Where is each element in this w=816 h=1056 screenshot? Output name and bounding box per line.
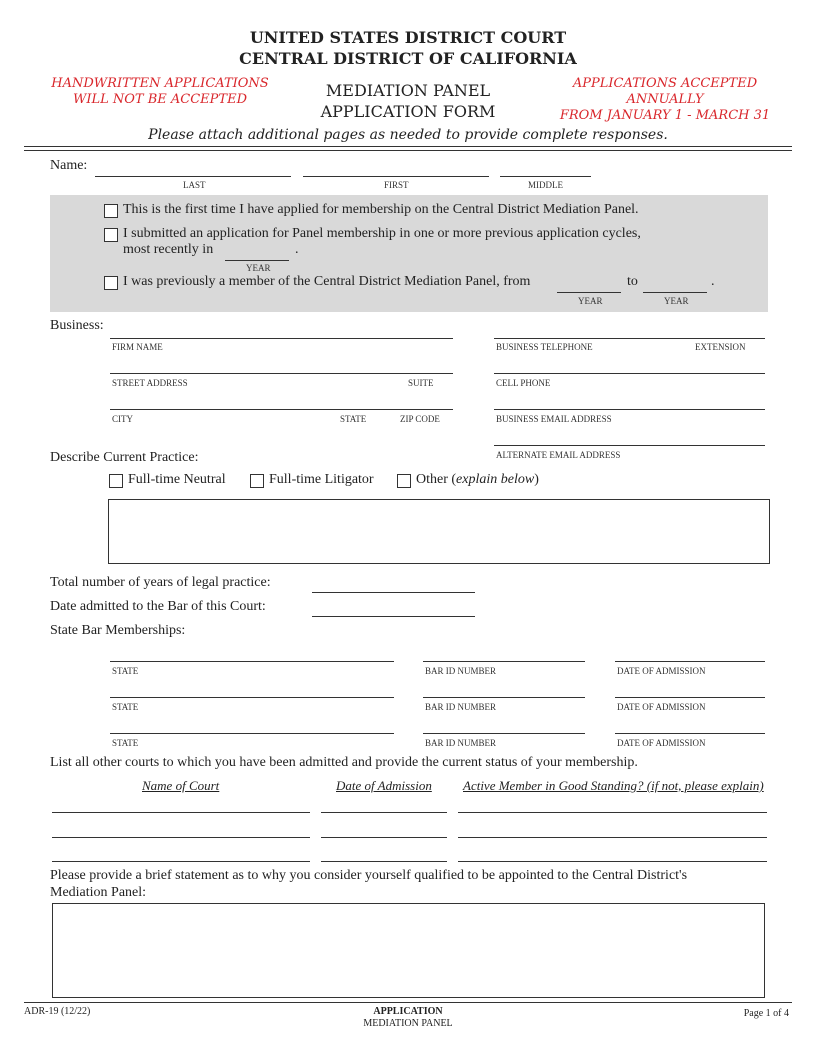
cell-caption: CELL PHONE — [496, 378, 551, 388]
form-title: MEDIATION PANEL APPLICATION FORM — [320, 81, 496, 121]
last-caption: LAST — [183, 180, 206, 190]
state-bar-label: State Bar Memberships: — [50, 623, 186, 638]
first-name-field[interactable] — [303, 176, 489, 177]
litigator-label: Full-time Litigator — [269, 472, 374, 487]
period-mark-2: . — [711, 274, 715, 289]
court-standing-field[interactable] — [458, 861, 767, 862]
bar-id-caption: BAR ID NUMBER — [425, 738, 497, 748]
statement-prompt-1: Please provide a brief statement as to why you consider yourself qualified to be appointed to the Central District's — [50, 868, 688, 883]
state-field[interactable] — [110, 697, 394, 698]
statement-prompt-2: Mediation Panel: — [50, 885, 147, 900]
bar-id-field[interactable] — [423, 733, 585, 734]
court-standing-field[interactable] — [458, 837, 767, 838]
state-caption: STATE — [112, 666, 139, 676]
previous-application-label: I submitted an application for Panel membership in one or more previous application cycles, — [123, 226, 641, 241]
last-name-field[interactable] — [95, 176, 291, 177]
bar-id-caption: BAR ID NUMBER — [425, 666, 497, 676]
business-label: Business: — [50, 318, 104, 333]
page-number: Page 1 of 4 — [743, 1008, 789, 1019]
middle-name-field[interactable] — [500, 176, 591, 177]
bar-id-field[interactable] — [423, 697, 585, 698]
from-year-caption: YEAR — [578, 296, 603, 306]
extension-caption: EXTENSION — [695, 342, 746, 352]
court-date-field[interactable] — [321, 812, 447, 813]
admission-date-caption: DATE OF ADMISSION — [617, 702, 706, 712]
other-label: Other (explain below) — [416, 472, 539, 487]
alternate-email-field[interactable] — [494, 445, 765, 446]
bar-id-field[interactable] — [423, 661, 585, 662]
attach-note: Please attach additional pages as needed to provide complete responses. — [148, 127, 668, 143]
firm-name-caption: FIRM NAME — [112, 342, 163, 352]
footer-divider — [24, 1002, 792, 1003]
alt-email-caption: ALTERNATE EMAIL ADDRESS — [496, 450, 621, 460]
handwritten-notice: HANDWRITTEN APPLICATIONS WILL NOT BE ACCEPTED — [51, 76, 269, 107]
admission-date-caption: DATE OF ADMISSION — [617, 666, 706, 676]
cell-phone-field[interactable] — [494, 373, 765, 374]
years-practice-label: Total number of years of legal practice: — [50, 575, 271, 590]
name-label: Name: — [50, 158, 88, 173]
city-field[interactable] — [110, 409, 453, 410]
court-date-field[interactable] — [321, 861, 447, 862]
practice-label: Describe Current Practice: — [50, 450, 199, 465]
state-field[interactable] — [110, 661, 394, 662]
state-caption: STATE — [340, 414, 367, 424]
court-name-field[interactable] — [52, 861, 310, 862]
practice-explanation-box[interactable] — [108, 499, 770, 564]
most-recent-year-field[interactable] — [225, 260, 289, 261]
state-caption: STATE — [112, 738, 139, 748]
member-to-year-field[interactable] — [643, 292, 707, 293]
admission-date-field[interactable] — [615, 661, 765, 662]
court-name: UNITED STATES DISTRICT COURT — [249, 28, 567, 47]
acceptance-notice: APPLICATIONS ACCEPTED ANNUALLY FROM JANUARY 1 - MARCH 31 — [559, 76, 771, 123]
header-divider-bottom — [24, 150, 792, 151]
neutral-label: Full-time Neutral — [128, 472, 226, 487]
previous-member-label: I was previously a member of the Central District Mediation Panel, from — [123, 274, 531, 289]
member-from-year-field[interactable] — [557, 292, 621, 293]
street-caption: STREET ADDRESS — [112, 378, 188, 388]
firm-name-field[interactable] — [110, 338, 453, 339]
business-email-field[interactable] — [494, 409, 765, 410]
form-code: ADR-19 (12/22) — [24, 1006, 91, 1017]
middle-caption: MIDDLE — [528, 180, 563, 190]
admission-date-header: Date of Admission — [336, 778, 432, 793]
suite-caption: SUITE — [408, 378, 434, 388]
state-caption: STATE — [112, 702, 139, 712]
court-date-field[interactable] — [321, 837, 447, 838]
most-recent-label: most recently in — [123, 242, 214, 257]
year-caption: YEAR — [246, 263, 271, 273]
previous-application-checkbox[interactable] — [104, 228, 118, 242]
period-mark: . — [295, 242, 299, 257]
court-name-header: Name of Court — [142, 778, 220, 793]
courts-intro: List all other courts to which you have been admitted and provide the current status of your membership. — [50, 755, 638, 770]
statement-box[interactable] — [52, 903, 765, 998]
date-admitted-label: Date admitted to the Bar of this Court: — [50, 599, 266, 614]
other-checkbox[interactable] — [397, 474, 411, 488]
street-address-field[interactable] — [110, 373, 453, 374]
to-year-caption: YEAR — [664, 296, 689, 306]
date-admitted-field[interactable] — [312, 616, 475, 617]
admission-date-field[interactable] — [615, 697, 765, 698]
litigator-checkbox[interactable] — [250, 474, 264, 488]
first-time-label: This is the first time I have applied for membership on the Central District Mediation Panel. — [123, 202, 639, 217]
district-name: CENTRAL DISTRICT OF CALIFORNIA — [239, 49, 577, 68]
email-caption: BUSINESS EMAIL ADDRESS — [496, 414, 612, 424]
to-label: to — [627, 274, 638, 289]
footer-subtitle: MEDIATION PANEL — [363, 1018, 453, 1029]
footer-title: APPLICATION — [373, 1006, 443, 1017]
admission-date-caption: DATE OF ADMISSION — [617, 738, 706, 748]
bar-id-caption: BAR ID NUMBER — [425, 702, 497, 712]
state-field[interactable] — [110, 733, 394, 734]
business-phone-field[interactable] — [494, 338, 765, 339]
phone-caption: BUSINESS TELEPHONE — [496, 342, 593, 352]
court-name-field[interactable] — [52, 837, 310, 838]
neutral-checkbox[interactable] — [109, 474, 123, 488]
zip-caption: ZIP CODE — [400, 414, 440, 424]
good-standing-header: Active Member in Good Standing? (if not, please explain) — [463, 778, 764, 793]
first-time-checkbox[interactable] — [104, 204, 118, 218]
city-caption: CITY — [112, 414, 133, 424]
previous-member-checkbox[interactable] — [104, 276, 118, 290]
first-caption: FIRST — [384, 180, 409, 190]
admission-date-field[interactable] — [615, 733, 765, 734]
court-name-field[interactable] — [52, 812, 310, 813]
years-practice-field[interactable] — [312, 592, 475, 593]
court-standing-field[interactable] — [458, 812, 767, 813]
header-divider-top — [24, 146, 792, 147]
